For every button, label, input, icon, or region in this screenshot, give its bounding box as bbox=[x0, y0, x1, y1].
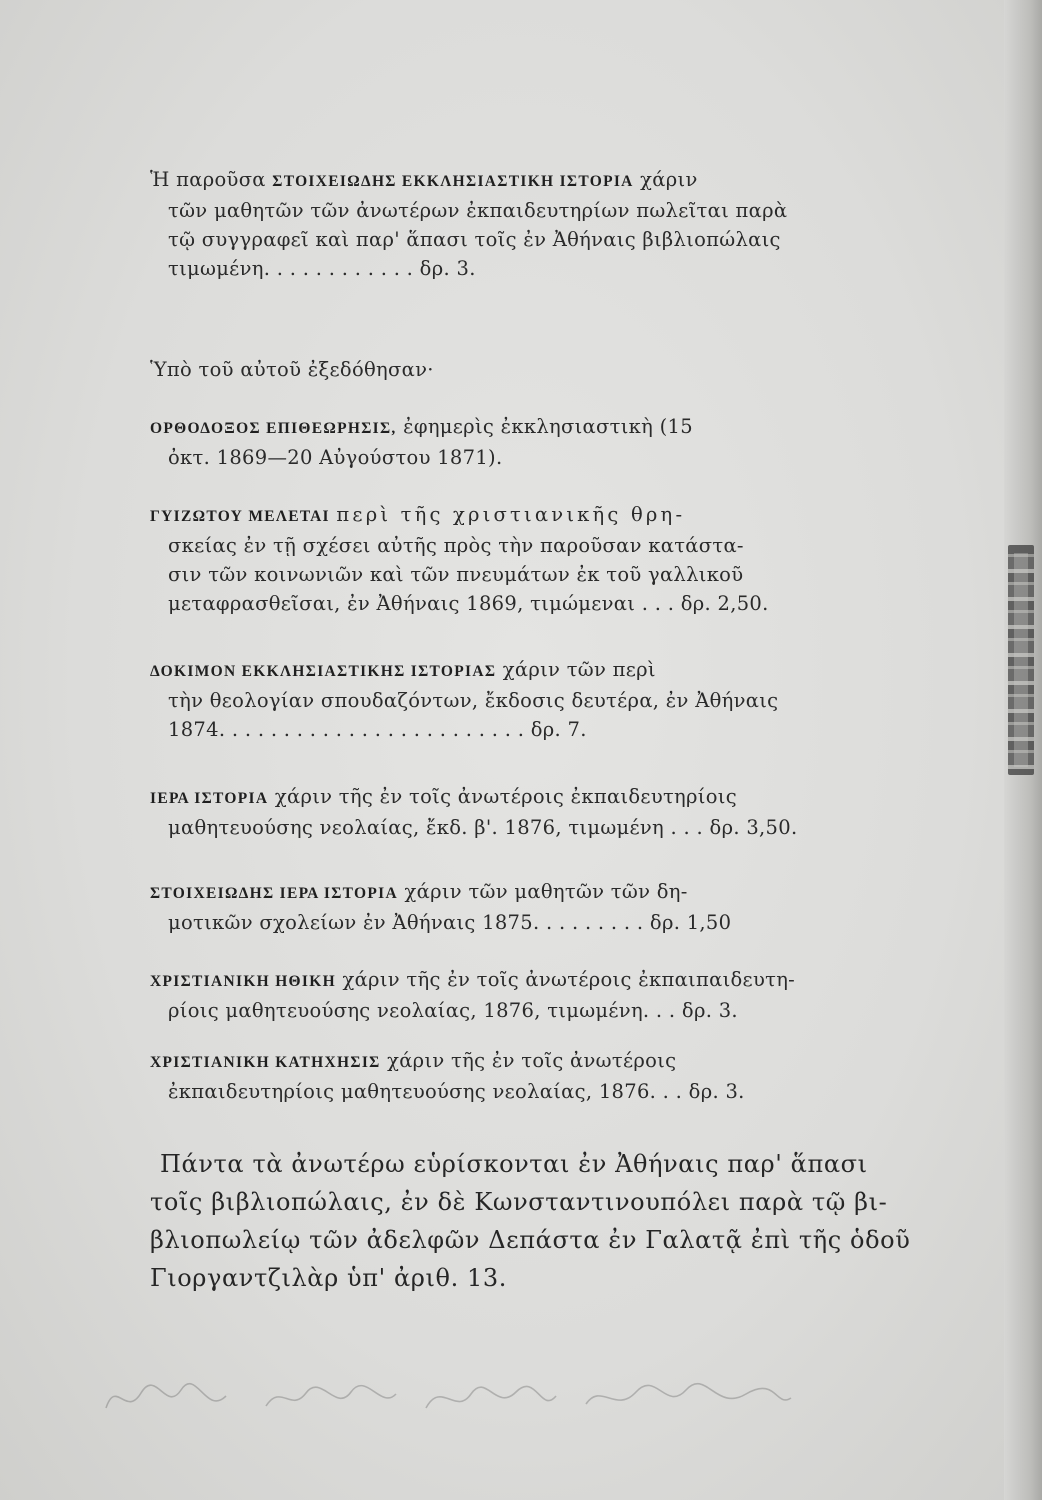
entry-desc: χάριν τῆς ἐν τοῖς ἀνωτέροις ἐκπαιπαιδευτη- bbox=[342, 968, 796, 991]
subheading-text: Ὑπὸ τοῦ αὐτοῦ ἐξεδόθησαν· bbox=[150, 358, 434, 381]
intro-lead: Ἡ παροῦσα bbox=[150, 168, 266, 191]
closing-paragraph bbox=[150, 1145, 911, 1297]
entry-line: 1874. . . . . . . . . . . . . . . . . . . . . . . . δρ. 7. bbox=[168, 718, 587, 741]
intro-line-4: τιμωμένη. . . . . . . . . . . . δρ. 3. bbox=[168, 257, 476, 280]
entry-line: σιν τῶν κοινωνιῶν καὶ τῶν πνευμάτων ἐκ τοῦ γαλλικοῦ bbox=[168, 563, 744, 586]
entry-christianiki-ithiki bbox=[150, 965, 850, 1025]
intro-line-2: τῶν μαθητῶν τῶν ἀνωτέρων ἐκπαιδευτηρίων πωλεῖται παρὰ bbox=[168, 199, 788, 222]
entry-title: ΧΡΙΣΤΙΑΝΙΚΗ ΚΑΤΗΧΗΣΙΣ bbox=[150, 1054, 381, 1071]
entry-iera-istoria bbox=[150, 782, 850, 842]
intro-line-1 bbox=[150, 165, 850, 196]
entry-title: ΓΥΙΖΩΤΟΥ ΜΕΛΕΤΑΙ bbox=[150, 508, 330, 525]
intro-line-3: τῷ συγγραφεῖ καὶ παρ' ἅπασι τοῖς ἐν Ἀθήναις βιβλιοπώλαις bbox=[168, 228, 781, 251]
intro-book-title: ΣΤΟΙΧΕΙΩΔΗΣ ΕΚΚΛΗΣΙΑΣΤΙΚΗ ΙΣΤΟΡΙΑ bbox=[272, 173, 634, 190]
entry-dokimon-ekklisiastikis-istorias bbox=[150, 655, 850, 744]
entry-title: ΔΟΚΙΜΟΝ ΕΚΚΛΗΣΙΑΣΤΙΚΗΣ ΙΣΤΟΡΙΑΣ bbox=[150, 663, 497, 680]
entry-title: ΧΡΙΣΤΙΑΝΙΚΗ ΗΘΙΚΗ bbox=[150, 973, 336, 990]
entry-line: ὀκτ. 1869—20 Αὐγούστου 1871). bbox=[168, 446, 503, 469]
entry-line: μοτικῶν σχολείων ἐν Ἀθήναις 1875. . . . . . . . . δρ. 1,50 bbox=[168, 911, 732, 934]
entry-title: ΙΕΡΑ ΙΣΤΟΡΙΑ bbox=[150, 790, 269, 807]
closing-line-2: τοῖς βιβλιοπώλαις, ἐν δὲ Κωνσταντινουπόλει παρὰ τῷ βι- bbox=[150, 1188, 888, 1216]
entry-line: ρίοις μαθητευούσης νεολαίας, 1876, τιμωμένη. . . δρ. 3. bbox=[168, 999, 738, 1022]
entry-title: ΟΡΘΟΔΟΞΟΣ ΕΠΙΘΕΩΡΗΣΙΣ, bbox=[150, 420, 397, 437]
entry-line: μεταφρασθεῖσαι, ἐν Ἀθήναις 1869, τιμώμεναι . . . δρ. 2,50. bbox=[168, 592, 769, 615]
closing-line-1: Πάντα τὰ ἀνωτέρω εὑρίσκονται ἐν Ἀθήναις παρ' ἅπασι bbox=[160, 1150, 868, 1178]
entry-desc: περὶ τῆς χριστιανικῆς θρη- bbox=[336, 503, 686, 526]
entry-line: μαθητευούσης νεολαίας, ἔκδ. β'. 1876, τιμωμένη . . . δρ. 3,50. bbox=[168, 816, 798, 839]
page-edge-shadow bbox=[1004, 0, 1042, 1500]
entry-stoicheiodis-iera-istoria bbox=[150, 877, 850, 937]
entry-desc: χάριν τῶν μαθητῶν τῶν δη- bbox=[404, 880, 688, 903]
entry-desc: χάριν τῶν περὶ bbox=[502, 658, 656, 681]
closing-line-3: βλιοπωλείῳ τῶν ἀδελφῶν Δεπάστα ἐν Γαλατᾷ ἐπὶ τῆς ὁδοῦ bbox=[150, 1226, 911, 1254]
entry-desc: χάριν τῆς ἐν τοῖς ἀνωτέροις bbox=[387, 1049, 677, 1072]
entry-christianiki-katichisis bbox=[150, 1046, 850, 1106]
entry-line: σκείας ἐν τῇ σχέσει αὐτῆς πρὸς τὴν παροῦσαν κατάστα- bbox=[168, 534, 744, 557]
entry-title: ΣΤΟΙΧΕΙΩΔΗΣ ΙΕΡΑ ΙΣΤΟΡΙΑ bbox=[150, 885, 398, 902]
entry-desc: χάριν τῆς ἐν τοῖς ἀνωτέροις ἐκπαιδευτηρίοις bbox=[274, 785, 737, 808]
entry-gyizotou-meletai bbox=[150, 500, 850, 618]
intro-paragraph bbox=[150, 165, 850, 283]
entry-orthodoxos-epitheorisis bbox=[150, 412, 850, 472]
entry-desc: ἐφημερὶς ἐκκλησιαστικὴ (15 bbox=[403, 415, 693, 438]
closing-line-4: Γιοργαντζιλὰρ ὑπ' ἀριθ. 13. bbox=[150, 1264, 508, 1292]
entry-line: τὴν θεολογίαν σπουδαζόντων, ἔκδοσις δευτέρα, ἐν Ἀθήναις bbox=[168, 689, 779, 712]
library-edge-stamp bbox=[1008, 545, 1034, 775]
handwritten-pencil-note bbox=[96, 1368, 796, 1428]
intro-charin: χάριν bbox=[640, 168, 698, 191]
subheading bbox=[150, 355, 850, 384]
entry-line: ἐκπαιδευτηρίοις μαθητευούσης νεολαίας, 1876. . . δρ. 3. bbox=[168, 1080, 745, 1103]
